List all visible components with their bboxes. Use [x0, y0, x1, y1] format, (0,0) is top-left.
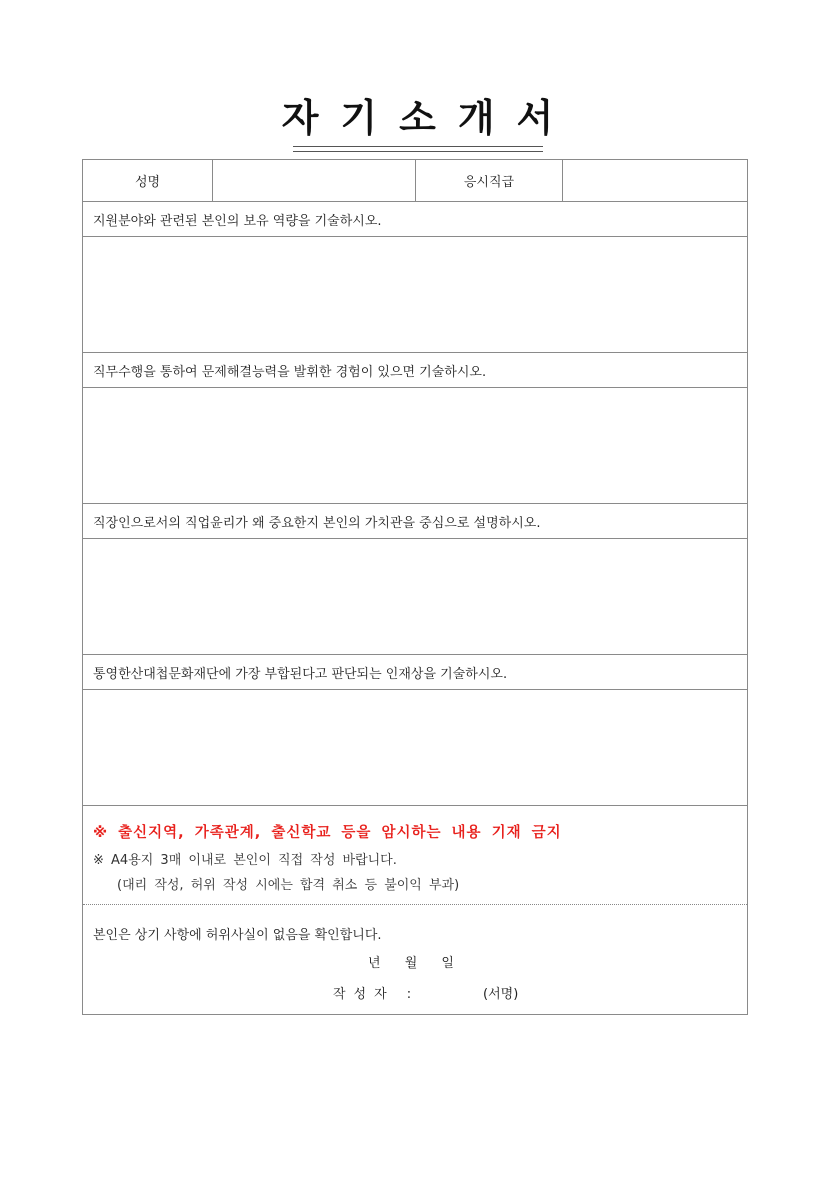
confirmation-statement: 본인은 상기 사항에 허위사실이 없음을 확인합니다.	[93, 928, 382, 943]
question-1-answer-area[interactable]	[83, 237, 747, 353]
self-introduction-form	[82, 159, 748, 1015]
question-3-answer-area[interactable]	[83, 539, 747, 655]
notice-section	[83, 805, 747, 905]
question-2-answer-area[interactable]	[83, 388, 747, 504]
writer-line	[333, 983, 419, 1002]
signature-label: (서명)	[483, 987, 519, 1002]
title-double-underline	[293, 146, 543, 152]
writer-label: 작성자 :	[333, 987, 420, 1002]
page-limit-notice: ※ A4용지 3매 이내로 본인이 직접 작성 바랍니다.	[93, 853, 397, 868]
name-field[interactable]	[213, 160, 416, 201]
title-area	[0, 92, 835, 144]
position-field[interactable]	[563, 160, 747, 201]
name-label: 성명	[83, 160, 213, 201]
date-line: 년 월 일	[368, 956, 454, 971]
penalty-notice: (대리 작성, 허위 작성 시에는 합격 취소 등 불이익 부과)	[117, 878, 460, 893]
warning-notice: ※ 출신지역, 가족관계, 출신학교 등을 암시하는 내용 기재 금지	[93, 825, 562, 841]
question-1-label: 지원분야와 관련된 본인의 보유 역량을 기술하시오.	[83, 202, 747, 237]
question-4-label: 통영한산대첩문화재단에 가장 부합된다고 판단되는 인재상을 기술하시오.	[83, 655, 747, 690]
document-title: 자기소개서	[281, 95, 576, 140]
header-row	[83, 160, 747, 202]
question-4-answer-area[interactable]	[83, 690, 747, 806]
question-2-label: 직무수행을 통하여 문제해결능력을 발휘한 경험이 있으면 기술하시오.	[83, 353, 747, 388]
question-3-label: 직장인으로서의 직업윤리가 왜 중요한지 본인의 가치관을 중심으로 설명하시오.	[83, 504, 747, 539]
position-label: 응시직급	[416, 160, 563, 201]
